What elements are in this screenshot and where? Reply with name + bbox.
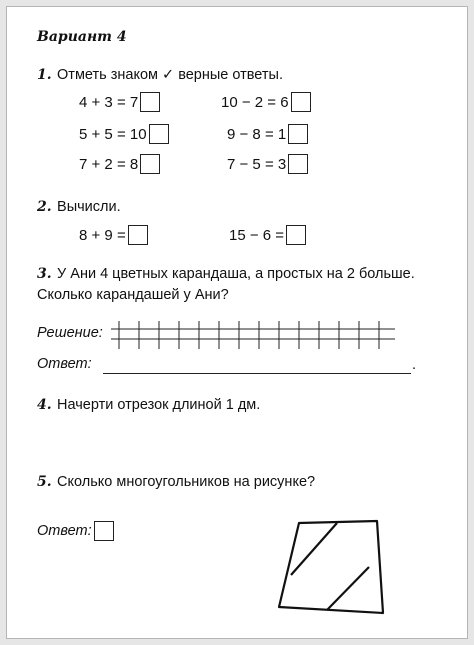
task-2-number: 2. (37, 199, 52, 215)
check-box[interactable] (288, 124, 308, 144)
task-2-header (37, 199, 121, 215)
equation-text: 10 − 2 = 6 (221, 93, 289, 111)
task-5-number: 5. (37, 474, 52, 490)
task-3-text-1: У Ани 4 цветных карандаша, а простых на 2 больше. (57, 266, 415, 282)
check-box[interactable] (291, 92, 311, 112)
task-3-answer-label: Ответ: (37, 356, 92, 372)
worksheet-page (6, 6, 468, 639)
task-1-row-1-right (221, 92, 311, 112)
task-1-row-2-right (227, 124, 308, 144)
task-1-row-1-left (79, 92, 160, 112)
task-1-text: Отметь знаком ✓ верные ответы. (57, 67, 283, 83)
task-3-answer-line[interactable] (103, 359, 411, 374)
equation-text: 9 − 8 = 1 (227, 125, 287, 143)
task-1-row-3-left (79, 154, 160, 174)
equation-text: 4 + 3 = 7 (79, 93, 139, 111)
solution-label: Решение: (37, 325, 103, 341)
task-3-answer-end: . (412, 357, 417, 373)
equation-text: 5 + 5 = 10 (79, 125, 147, 143)
check-box[interactable] (149, 124, 169, 144)
task-4-text: Начерти отрезок длиной 1 дм. (57, 397, 261, 413)
task-2-expr-1 (79, 225, 148, 245)
task-5-answer (37, 521, 114, 541)
task-5-header (37, 474, 315, 490)
answer-box[interactable] (286, 225, 306, 245)
task-4-number: 4. (37, 397, 52, 413)
answer-box[interactable] (128, 225, 148, 245)
task-1-number: 1. (37, 67, 52, 83)
variant-title: Вариант 4 (37, 29, 127, 45)
solution-grid[interactable] (111, 321, 401, 351)
task-5-answer-label: Ответ: (37, 523, 92, 539)
polygon-figure (275, 519, 395, 619)
check-box[interactable] (140, 92, 160, 112)
equation-text: 7 − 5 = 3 (227, 155, 287, 173)
task-4-header (37, 397, 260, 413)
expression-text: 8 + 9 = (79, 226, 126, 244)
expression-text: 15 − 6 = (229, 226, 285, 244)
task-3-number: 3. (37, 266, 52, 282)
task-1-row-3-right (227, 154, 308, 174)
task-1-row-2-left (79, 124, 169, 144)
check-box[interactable] (288, 154, 308, 174)
task-3-line-1 (37, 266, 415, 282)
task-2-text: Вычисли. (57, 199, 121, 215)
task-5-text: Сколько многоугольников на рисунке? (57, 474, 316, 490)
check-box[interactable] (140, 154, 160, 174)
task-1-header (37, 67, 283, 83)
equation-text: 7 + 2 = 8 (79, 155, 139, 173)
task-5-answer-box[interactable] (94, 521, 114, 541)
task-3-line-2: Сколько карандашей у Ани? (37, 287, 229, 303)
task-2-expr-2 (229, 225, 306, 245)
